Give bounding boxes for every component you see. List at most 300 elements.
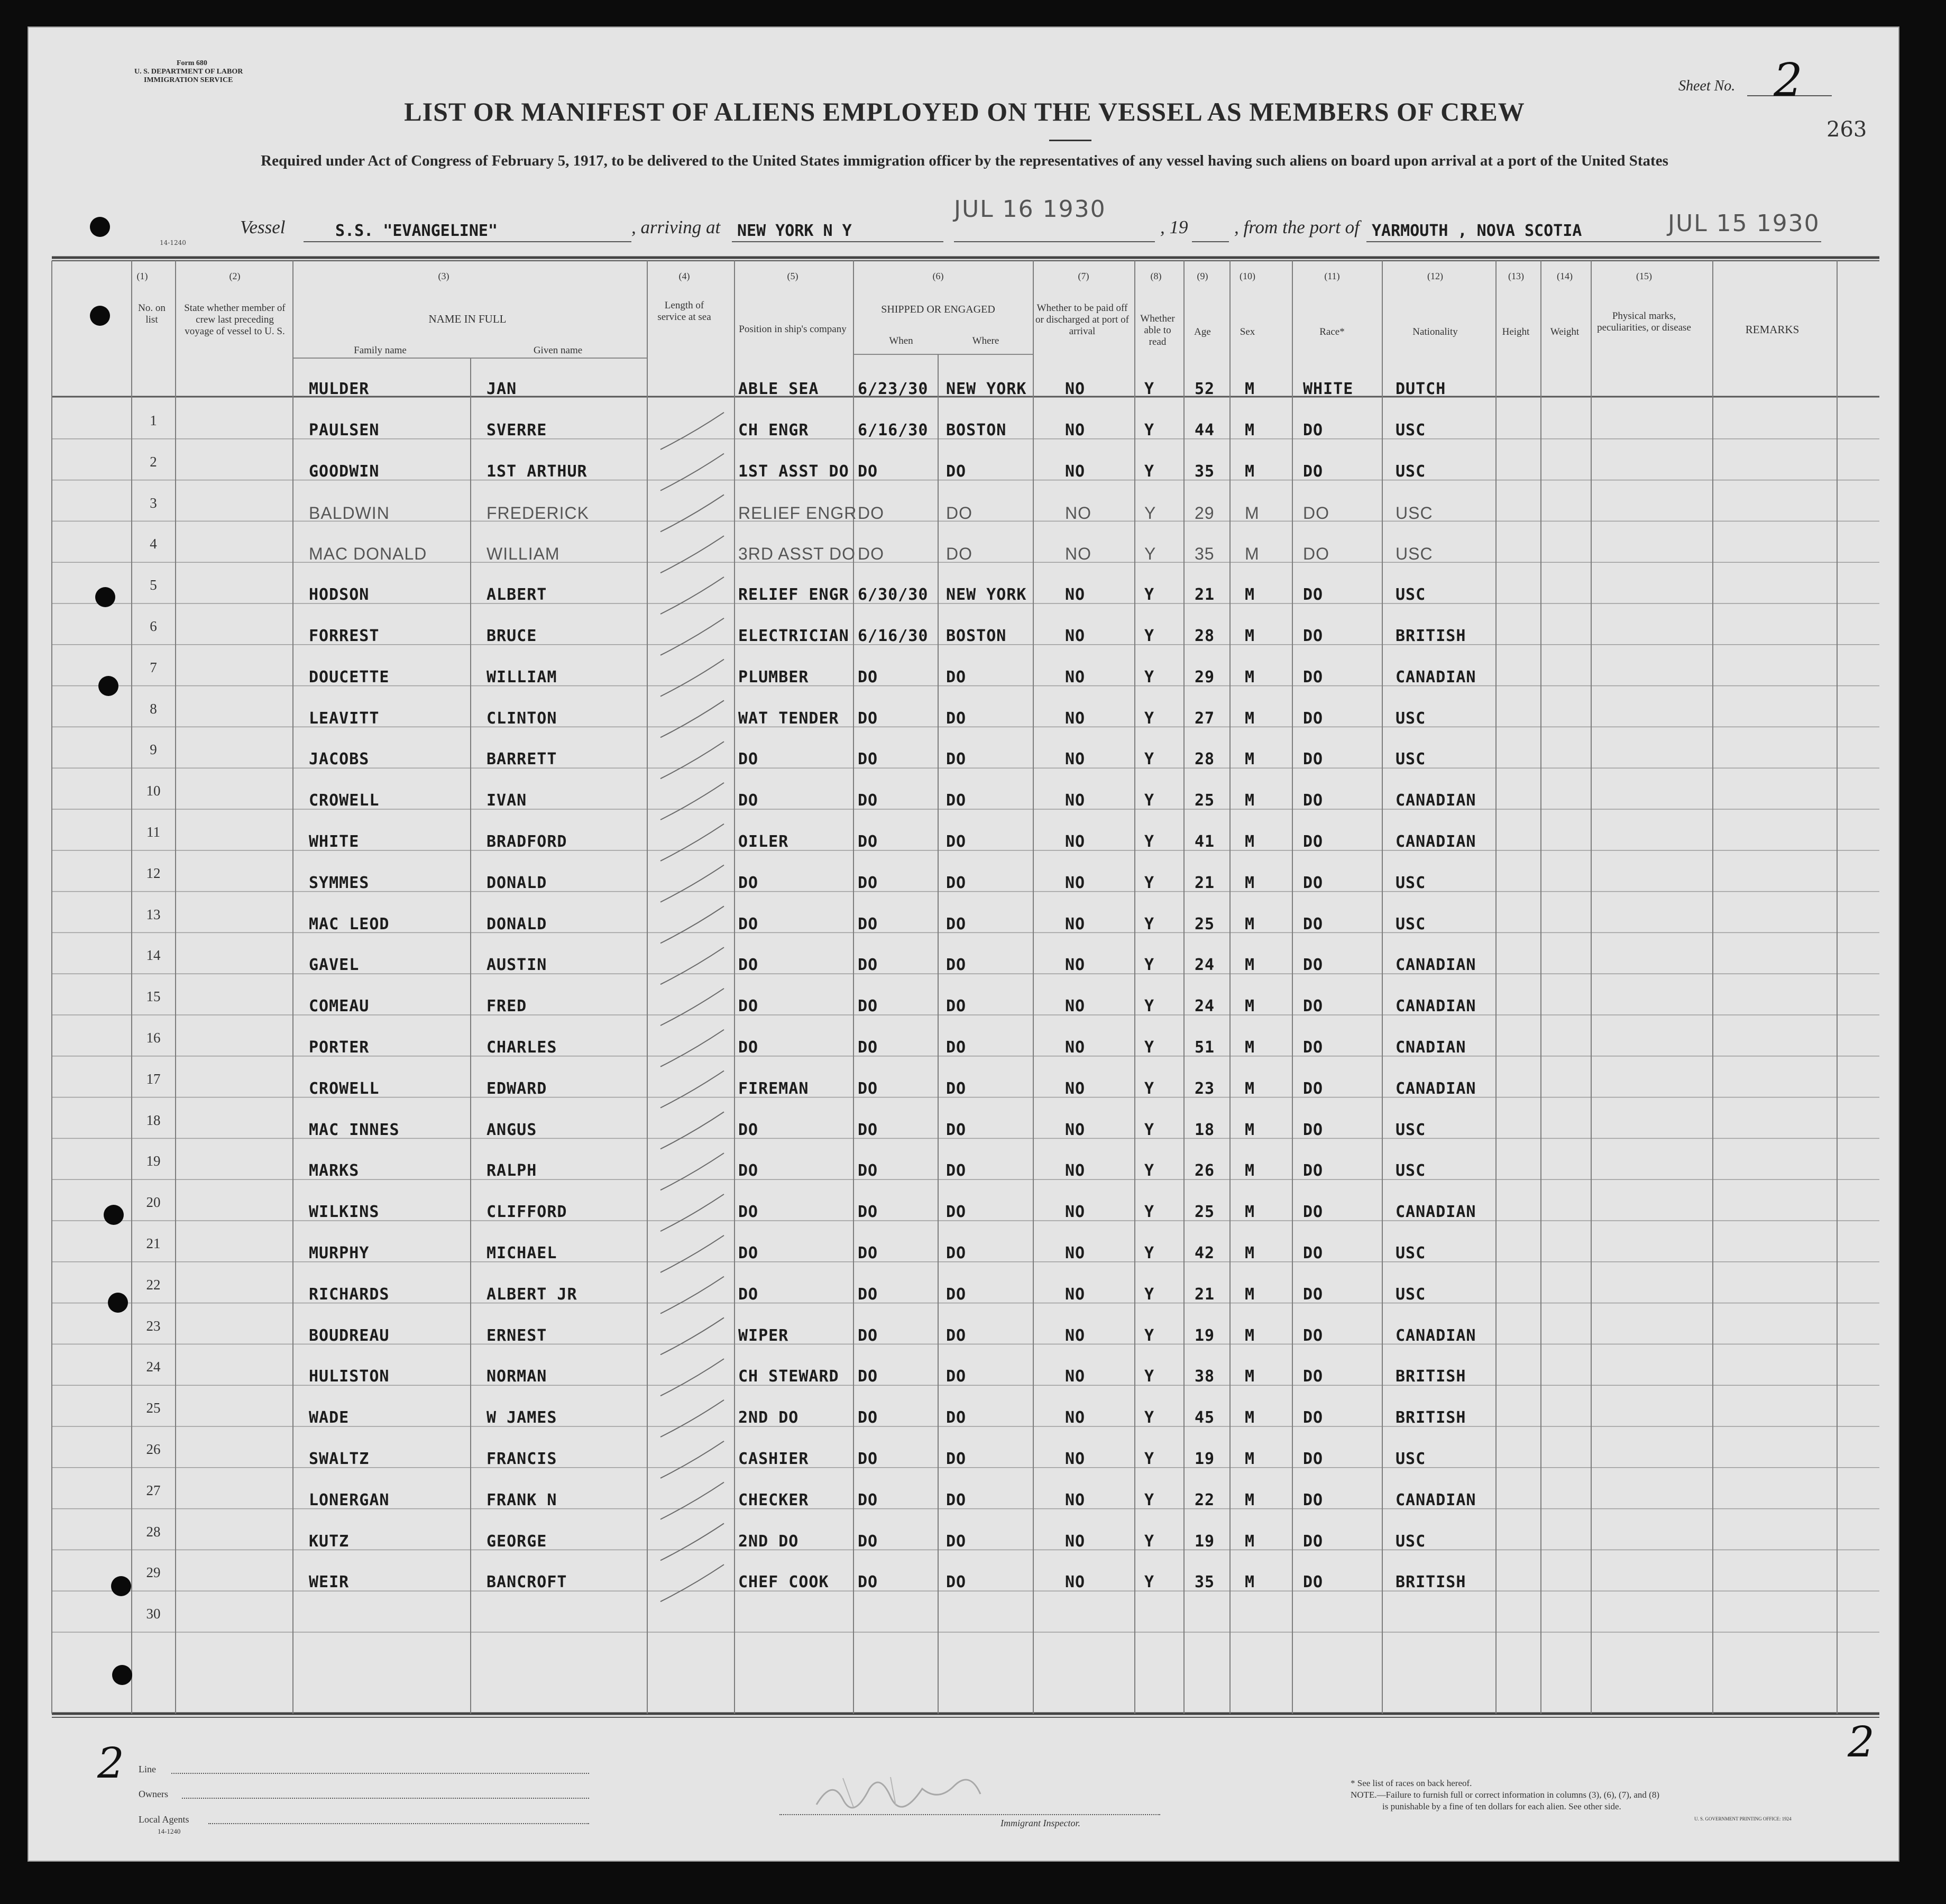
penalty-note: NOTE.—Failure to furnish full or correct information in columns (3), (6), (7), and (8) <box>1351 1790 1659 1800</box>
code-top: 14-1240 <box>160 239 186 246</box>
col-15-header: Physical marks, peculiarities, or disease <box>1597 310 1691 333</box>
cell-shipped-when: DO <box>858 1326 878 1345</box>
cell-shipped-when: DO <box>858 1532 878 1551</box>
row-number: 14 <box>146 947 161 964</box>
arriving-label: , arriving at <box>631 217 721 237</box>
row-number: 19 <box>146 1153 161 1169</box>
cell-shipped-when: DO <box>858 873 878 892</box>
cell-paid-off: NO <box>1065 1490 1086 1509</box>
cell-able-to-read: Y <box>1144 1408 1155 1427</box>
row-number: 20 <box>146 1194 161 1211</box>
pen-tick-mark <box>660 906 724 943</box>
cell-age: 21 <box>1195 873 1215 892</box>
cell-race: DO <box>1303 1244 1324 1262</box>
cell-age: 29 <box>1195 503 1215 523</box>
cell-shipped-when: DO <box>858 1367 878 1386</box>
cell-given-name: MICHAEL <box>486 1244 557 1262</box>
cell-able-to-read: Y <box>1144 627 1155 645</box>
year-label: , 19 <box>1160 217 1188 237</box>
cell-shipped-when: DO <box>858 1573 878 1592</box>
cell-family-name: SWALTZ <box>309 1450 370 1468</box>
cell-shipped-where: DO <box>946 709 967 728</box>
cell-age: 52 <box>1195 380 1215 399</box>
cell-shipped-where: DO <box>946 1326 967 1345</box>
cell-family-name: PAULSEN <box>309 421 380 440</box>
cell-shipped-when: 6/16/30 <box>858 421 929 440</box>
cell-sex: M <box>1245 1203 1255 1222</box>
cell-position: DO <box>738 1120 759 1139</box>
cell-able-to-read: Y <box>1144 750 1155 769</box>
cell-position: 2ND DO <box>738 1408 799 1427</box>
cell-position: 2ND DO <box>738 1532 799 1551</box>
owners-label: Owners <box>139 1789 168 1799</box>
cell-shipped-when: DO <box>858 956 878 975</box>
punch-hole <box>112 1665 132 1685</box>
cell-position: CHECKER <box>738 1490 809 1509</box>
pen-tick-mark <box>660 742 724 779</box>
pen-tick-mark <box>660 1277 724 1314</box>
col-6-when-header: When <box>889 335 913 346</box>
row-number: 3 <box>150 495 157 511</box>
cell-paid-off: NO <box>1065 1326 1086 1345</box>
arriving-value: NEW YORK N Y <box>737 222 852 240</box>
cell-able-to-read: Y <box>1144 462 1155 481</box>
cell-age: 45 <box>1195 1408 1215 1427</box>
cell-race: DO <box>1303 1161 1324 1180</box>
cell-sex: M <box>1245 914 1255 933</box>
cell-shipped-where: DO <box>946 1079 967 1098</box>
cell-family-name: PORTER <box>309 1038 370 1057</box>
cell-able-to-read: Y <box>1144 956 1155 975</box>
cell-age: 51 <box>1195 1038 1215 1057</box>
cell-given-name: ERNEST <box>486 1326 547 1345</box>
cell-shipped-where: DO <box>946 1367 967 1386</box>
cell-age: 38 <box>1195 1367 1215 1386</box>
cell-shipped-when: DO <box>858 1120 878 1139</box>
cell-paid-off: NO <box>1065 750 1086 769</box>
cell-shipped-where: DO <box>946 1573 967 1592</box>
pen-tick-mark <box>660 1523 724 1560</box>
cell-shipped-when: DO <box>858 791 878 810</box>
cell-sex: M <box>1245 1490 1255 1509</box>
race-note: * See list of races on back hereof. <box>1351 1778 1472 1788</box>
document-title: LIST OR MANIFEST OF ALIENS EMPLOYED ON THE VESSEL AS MEMBERS OF CREW <box>404 97 1525 126</box>
cell-sex: M <box>1245 421 1255 440</box>
cell-race: DO <box>1303 1490 1324 1509</box>
cell-paid-off: NO <box>1065 709 1086 728</box>
cell-race: DO <box>1303 1079 1324 1098</box>
from-port-label: , from the port of <box>1234 217 1360 237</box>
pen-tick-mark <box>660 988 724 1026</box>
cell-nationality: USC <box>1396 1450 1426 1468</box>
cell-able-to-read: Y <box>1144 1450 1155 1468</box>
cell-paid-off: NO <box>1065 1161 1086 1180</box>
cell-position: CH STEWARD <box>738 1367 839 1386</box>
cell-family-name: MAC DONALD <box>309 544 427 564</box>
pen-tick-mark <box>660 1482 724 1519</box>
cell-able-to-read: Y <box>1144 709 1155 728</box>
cell-shipped-where: DO <box>946 956 967 975</box>
cell-shipped-when: DO <box>858 1408 878 1427</box>
cell-given-name: WILLIAM <box>486 667 557 686</box>
cell-shipped-where: BOSTON <box>946 627 1007 645</box>
cell-given-name: RALPH <box>486 1161 537 1180</box>
cell-sex: M <box>1245 1408 1255 1427</box>
penalty-note-continued: is punishable by a fine of ten dollars for each alien. See other side. <box>1382 1801 1621 1811</box>
cell-able-to-read: Y <box>1144 1532 1155 1551</box>
cell-position: DO <box>738 1244 759 1262</box>
cell-race: DO <box>1303 791 1324 810</box>
col-10-number: (10) <box>1240 271 1255 281</box>
cell-given-name: 1ST ARTHUR <box>486 462 588 481</box>
row-number: 23 <box>146 1317 161 1334</box>
col-14-header: Weight <box>1550 326 1580 337</box>
cell-family-name: WADE <box>309 1408 350 1427</box>
cell-paid-off: NO <box>1065 997 1086 1016</box>
cell-given-name: SVERRE <box>486 421 547 440</box>
agents-code: 14-1240 <box>158 1827 181 1835</box>
cell-paid-off: NO <box>1065 1532 1086 1551</box>
cell-paid-off: NO <box>1065 421 1086 440</box>
row-number: 9 <box>150 742 157 758</box>
cell-able-to-read: Y <box>1144 832 1155 851</box>
department-name: U. S. DEPARTMENT OF LABOR <box>134 68 243 76</box>
pen-tick-mark <box>660 1030 724 1067</box>
cell-shipped-where: DO <box>946 1203 967 1222</box>
row-number: 27 <box>146 1482 161 1498</box>
cell-family-name: CROWELL <box>309 791 380 810</box>
cell-shipped-when: DO <box>858 1450 878 1468</box>
cell-position: DO <box>738 956 759 975</box>
cell-sex: M <box>1245 873 1255 892</box>
pen-tick-mark <box>660 1441 724 1478</box>
cell-family-name: BOUDREAU <box>309 1326 390 1345</box>
cell-position: OILER <box>738 832 789 851</box>
pen-tick-mark <box>660 1317 724 1354</box>
printing-office: U. S. GOVERNMENT PRINTING OFFICE: 1924 <box>1694 1816 1792 1821</box>
cell-sex: M <box>1245 1450 1255 1468</box>
cell-given-name: AUSTIN <box>486 956 547 975</box>
cell-given-name: CLIFFORD <box>486 1203 567 1222</box>
cell-race: DO <box>1303 585 1324 605</box>
sheet-no-value: 2 <box>1774 54 1803 107</box>
cell-shipped-when: DO <box>858 667 878 686</box>
col-1-header: No. on list <box>138 303 166 325</box>
cell-paid-off: NO <box>1065 462 1086 481</box>
cell-position: DO <box>738 750 759 769</box>
pen-tick-mark <box>660 783 724 820</box>
cell-race: DO <box>1303 1120 1324 1139</box>
row-number: 22 <box>146 1276 161 1293</box>
row-number: 29 <box>146 1564 161 1581</box>
col-14-number: (14) <box>1557 271 1573 281</box>
row-number: 1 <box>150 413 157 428</box>
cell-sex: M <box>1245 544 1260 564</box>
cell-age: 18 <box>1195 1120 1215 1139</box>
cell-position: PLUMBER <box>738 667 809 686</box>
row-number: 30 <box>146 1606 161 1622</box>
cell-shipped-where: DO <box>946 997 967 1016</box>
pen-tick-mark <box>660 1235 724 1273</box>
pen-tick-mark <box>660 1400 724 1437</box>
cell-shipped-when: DO <box>858 503 884 523</box>
col-4-number: (4) <box>678 271 690 281</box>
cell-shipped-where: DO <box>946 832 967 851</box>
cell-nationality: USC <box>1396 1161 1426 1180</box>
cell-position: DO <box>738 873 759 892</box>
col-6-where-header: Where <box>972 335 999 346</box>
cell-shipped-when: DO <box>858 1079 878 1098</box>
manifest-sheet <box>27 26 1899 1862</box>
cell-sex: M <box>1245 585 1255 605</box>
row-number: 17 <box>146 1070 161 1087</box>
cell-shipped-where: DO <box>946 750 967 769</box>
cell-sex: M <box>1245 1244 1255 1262</box>
cell-paid-off: NO <box>1065 1573 1086 1592</box>
cell-age: 21 <box>1195 1285 1215 1304</box>
cell-race: DO <box>1303 503 1329 523</box>
line-signature-field <box>171 1773 589 1774</box>
cell-position: RELIEF ENGR <box>738 503 857 523</box>
cell-position: DO <box>738 791 759 810</box>
cell-race: DO <box>1303 667 1324 686</box>
cell-paid-off: NO <box>1065 914 1086 933</box>
cell-sex: M <box>1245 1326 1255 1345</box>
cell-nationality: USC <box>1396 421 1426 440</box>
cell-age: 35 <box>1195 462 1215 481</box>
cell-age: 24 <box>1195 956 1215 975</box>
cell-race: DO <box>1303 544 1329 564</box>
cell-age: 41 <box>1195 832 1215 851</box>
cell-able-to-read: Y <box>1144 1203 1155 1222</box>
cell-family-name: LONERGAN <box>309 1490 390 1509</box>
row-number: 21 <box>146 1235 161 1251</box>
cell-age: 26 <box>1195 1161 1215 1180</box>
cell-shipped-when: DO <box>858 1490 878 1509</box>
cell-able-to-read: Y <box>1144 585 1155 605</box>
pen-tick-mark <box>660 947 724 984</box>
row-number: 25 <box>146 1400 161 1416</box>
cell-nationality: CNADIAN <box>1396 1038 1466 1057</box>
cell-nationality: CANADIAN <box>1396 956 1476 975</box>
row-number: 13 <box>146 906 161 922</box>
cell-sex: M <box>1245 832 1255 851</box>
cell-race: DO <box>1303 1203 1324 1222</box>
cell-race: DO <box>1303 1326 1324 1345</box>
cell-given-name: BRUCE <box>486 627 537 645</box>
cell-sex: M <box>1245 503 1260 523</box>
col-5-number: (5) <box>787 271 798 281</box>
col-7-number: (7) <box>1078 271 1089 281</box>
cell-able-to-read: Y <box>1144 1161 1155 1180</box>
cell-able-to-read: Y <box>1144 914 1155 933</box>
cell-shipped-where: DO <box>946 1532 967 1551</box>
inspector-label: Immigrant Inspector. <box>1000 1818 1080 1828</box>
cell-able-to-read: Y <box>1144 1285 1155 1304</box>
remarks-header: REMARKS <box>1745 323 1800 336</box>
cell-paid-off: NO <box>1065 1038 1086 1057</box>
cell-position: ABLE SEA <box>738 380 819 399</box>
col-2-header: State whether member of crew last preceding voyage of vessel to U. S. <box>184 303 286 337</box>
col-3-header: NAME IN FULL <box>428 313 507 325</box>
cell-paid-off: NO <box>1065 956 1086 975</box>
cell-family-name: HODSON <box>309 585 370 605</box>
cell-paid-off: NO <box>1065 1408 1086 1427</box>
col-13-header: Height <box>1502 326 1530 337</box>
cell-able-to-read: Y <box>1144 997 1155 1016</box>
cell-able-to-read: Y <box>1144 791 1155 810</box>
punch-hole <box>90 306 110 326</box>
row-number: 18 <box>146 1112 161 1128</box>
cell-nationality: DUTCH <box>1396 380 1446 399</box>
cell-family-name: GOODWIN <box>309 462 380 481</box>
cell-age: 28 <box>1195 750 1215 769</box>
pen-tick-mark <box>660 865 724 902</box>
cell-paid-off: NO <box>1065 791 1086 810</box>
cell-nationality: BRITISH <box>1396 1367 1466 1386</box>
cell-given-name: GEORGE <box>486 1532 547 1551</box>
cell-age: 44 <box>1195 421 1215 440</box>
cell-able-to-read: Y <box>1144 544 1156 564</box>
cell-able-to-read: Y <box>1144 503 1156 523</box>
arrival-date-stamp: JUL 16 1930 <box>954 196 1106 223</box>
cell-shipped-where: DO <box>946 873 967 892</box>
cell-able-to-read: Y <box>1144 380 1155 399</box>
cell-position: DO <box>738 914 759 933</box>
cell-paid-off: NO <box>1065 544 1091 564</box>
cell-given-name: WILLIAM <box>486 544 560 564</box>
cell-family-name: COMEAU <box>309 997 370 1016</box>
col-3-given-header: Given name <box>533 345 583 356</box>
cell-given-name: ANGUS <box>486 1120 537 1139</box>
punch-hole <box>98 676 118 696</box>
cell-position: RELIEF ENGR <box>738 585 849 605</box>
cell-family-name: LEAVITT <box>309 709 380 728</box>
row-number: 28 <box>146 1523 161 1540</box>
cell-position: WAT TENDER <box>738 709 839 728</box>
cell-shipped-when: DO <box>858 1203 878 1222</box>
cell-race: DO <box>1303 1285 1324 1304</box>
cell-nationality: CANADIAN <box>1396 1326 1476 1345</box>
pen-tick-mark <box>660 1359 724 1396</box>
cell-given-name: DONALD <box>486 914 547 933</box>
cell-family-name: MAC LEOD <box>309 914 390 933</box>
cell-nationality: USC <box>1396 462 1426 481</box>
cell-shipped-when: DO <box>858 1285 878 1304</box>
cell-sex: M <box>1245 750 1255 769</box>
cell-family-name: CROWELL <box>309 1079 380 1098</box>
pen-tick-mark <box>660 1194 724 1231</box>
cell-nationality: USC <box>1396 914 1426 933</box>
punch-hole <box>95 587 115 607</box>
cell-age: 35 <box>1195 544 1215 564</box>
cell-paid-off: NO <box>1065 1120 1086 1139</box>
row-number: 12 <box>146 865 161 881</box>
cell-nationality: USC <box>1396 544 1433 564</box>
cell-paid-off: NO <box>1065 1244 1086 1262</box>
pen-tick-mark <box>660 536 724 573</box>
cell-nationality: USC <box>1396 585 1426 605</box>
cell-sex: M <box>1245 1161 1255 1180</box>
punch-hole <box>104 1205 124 1225</box>
cell-able-to-read: Y <box>1144 1573 1155 1592</box>
cell-race: DO <box>1303 1408 1324 1427</box>
cell-given-name: BANCROFT <box>486 1573 567 1592</box>
cell-position: 1ST ASST DO <box>738 462 849 481</box>
cell-sex: M <box>1245 1532 1255 1551</box>
local-agents-label: Local Agents <box>139 1814 189 1825</box>
inspector-signature <box>811 1768 991 1815</box>
cell-nationality: USC <box>1396 503 1433 523</box>
cell-shipped-where: DO <box>946 1285 967 1304</box>
cell-sex: M <box>1245 1573 1255 1592</box>
cell-paid-off: NO <box>1065 1450 1086 1468</box>
cell-shipped-where: DO <box>946 544 972 564</box>
sheet-no-label: Sheet No. <box>1678 78 1736 94</box>
cell-nationality: CANADIAN <box>1396 791 1476 810</box>
cell-family-name: WHITE <box>309 832 360 851</box>
cell-family-name: MARKS <box>309 1161 360 1180</box>
cell-race: DO <box>1303 627 1324 645</box>
cell-shipped-when: DO <box>858 997 878 1016</box>
cell-paid-off: NO <box>1065 1079 1086 1098</box>
cell-given-name: FRANCIS <box>486 1450 557 1468</box>
cell-shipped-when: DO <box>858 832 878 851</box>
cell-able-to-read: Y <box>1144 1490 1155 1509</box>
cell-family-name: MAC INNES <box>309 1120 400 1139</box>
cell-position: DO <box>738 997 759 1016</box>
cell-shipped-where: DO <box>946 462 967 481</box>
cell-race: DO <box>1303 1573 1324 1592</box>
cell-race: DO <box>1303 709 1324 728</box>
row-number: 10 <box>146 783 161 799</box>
cell-position: CHEF COOK <box>738 1573 829 1592</box>
line-label: Line <box>139 1764 156 1774</box>
page-number: 263 <box>1826 117 1867 142</box>
cell-age: 29 <box>1195 667 1215 686</box>
row-number: 16 <box>146 1030 161 1046</box>
cell-position: ELECTRICIAN <box>738 627 849 645</box>
cell-able-to-read: Y <box>1144 667 1155 686</box>
cell-shipped-when: 6/23/30 <box>858 380 929 399</box>
row-number: 24 <box>146 1359 161 1375</box>
local-agents-signature-field <box>208 1823 589 1824</box>
cell-sex: M <box>1245 380 1255 399</box>
cell-given-name: EDWARD <box>486 1079 547 1098</box>
cell-position: DO <box>738 1161 759 1180</box>
cell-shipped-when: DO <box>858 1244 878 1262</box>
cell-race: DO <box>1303 997 1324 1016</box>
cell-age: 28 <box>1195 627 1215 645</box>
cell-race: DO <box>1303 832 1324 851</box>
vessel-value: S.S. "EVANGELINE" <box>335 222 498 240</box>
inspector-signature-field <box>779 1814 1160 1815</box>
row-number: 8 <box>150 700 157 717</box>
cell-given-name: ALBERT JR <box>486 1285 577 1304</box>
cell-family-name: MULDER <box>309 380 370 399</box>
cell-sex: M <box>1245 667 1255 686</box>
cell-race: DO <box>1303 1038 1324 1057</box>
row-number: 5 <box>150 577 157 593</box>
col-11-header: Race* <box>1319 326 1345 337</box>
pen-tick-mark <box>660 1564 724 1601</box>
cell-paid-off: NO <box>1065 1203 1086 1222</box>
cell-nationality: USC <box>1396 750 1426 769</box>
cell-age: 19 <box>1195 1532 1215 1551</box>
cell-family-name: WEIR <box>309 1573 350 1592</box>
cell-shipped-where: DO <box>946 1408 967 1427</box>
pen-tick-mark <box>660 1071 724 1108</box>
